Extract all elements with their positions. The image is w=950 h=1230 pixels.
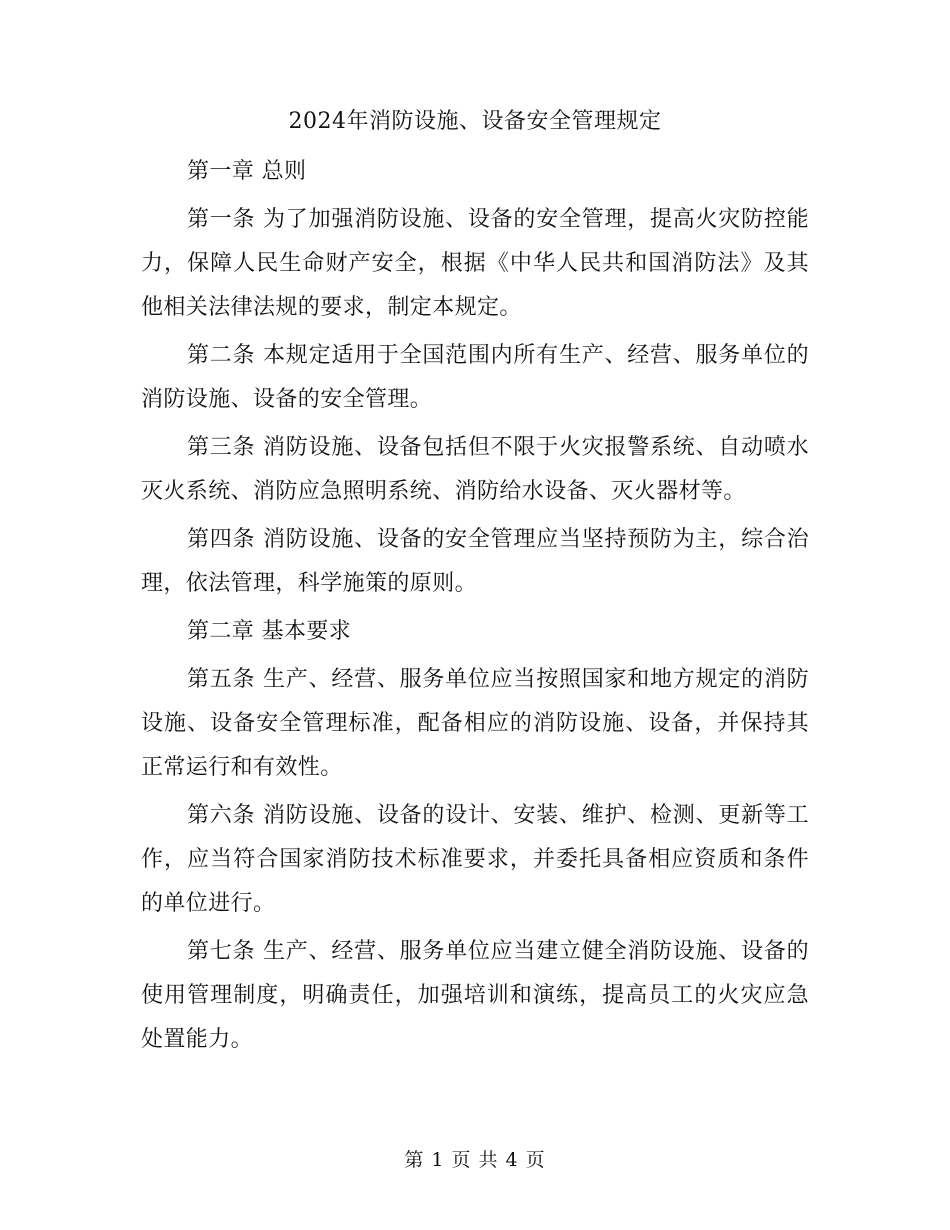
article-4: 第四条 消防设施、设备的安全管理应当坚持预防为主，综合治理，依法管理，科学施策的原则。 xyxy=(141,527,809,596)
article-6: 第六条 消防设施、设备的设计、安装、维护、检测、更新等工作，应当符合国家消防技术标准要求，并委托具备相应资质和条件的单位进行。 xyxy=(141,803,809,916)
chapter-heading-1: 第一章 总则 xyxy=(187,159,307,184)
chapter-heading-2: 第二章 基本要求 xyxy=(187,619,352,644)
article-2: 第二条 本规定适用于全国范围内所有生产、经营、服务单位的消防设施、设备的安全管理。 xyxy=(141,343,809,412)
article-3: 第三条 消防设施、设备包括但不限于火灾报警系统、自动喷水灭火系统、消防应急照明系统、消防给水设备、灭火器材等。 xyxy=(141,435,809,504)
article-1: 第一条 为了加强消防设施、设备的安全管理，提高火灾防控能力，保障人民生命财产安全，根据《中华人民共和国消防法》及其他相关法律法规的要求，制定本规定。 xyxy=(141,207,809,320)
document-title: 2024年消防设施、设备安全管理规定 xyxy=(288,109,662,134)
page-number-footer: 第 1 页 共 4 页 xyxy=(404,1149,546,1171)
document-body xyxy=(141,150,809,1066)
article-7: 第七条 生产、经营、服务单位应当建立健全消防设施、设备的使用管理制度，明确责任，加强培训和演练，提高员工的火灾应急处置能力。 xyxy=(141,939,809,1052)
article-5: 第五条 生产、经营、服务单位应当按照国家和地方规定的消防设施、设备安全管理标准，配备相应的消防设施、设备，并保持其正常运行和有效性。 xyxy=(141,667,809,780)
